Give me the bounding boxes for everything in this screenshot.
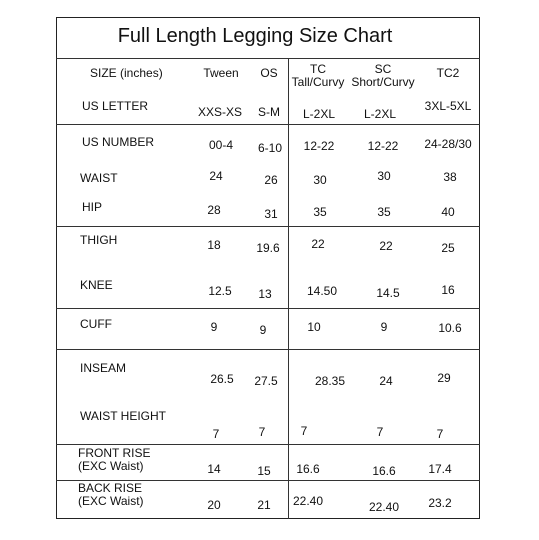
cell-value: 7 (258, 425, 266, 439)
cell-value: 35 (313, 205, 327, 219)
row-label-back-rise: BACK RISE (EXC Waist) (78, 481, 144, 508)
row-label-front-rise: FRONT RISE (EXC Waist) (78, 446, 151, 473)
row-label-knee: KNEE (80, 278, 113, 292)
cell-value: 7 (376, 425, 384, 439)
cell-value: 30 (313, 173, 327, 187)
cell-value: 23.2 (428, 496, 452, 510)
row-label-waist: WAIST (80, 171, 118, 185)
cell-value: S-M (258, 105, 280, 119)
row-label-cuff: CUFF (80, 317, 112, 331)
cell-value: 16.6 (296, 462, 320, 476)
cell-value: 12-22 (303, 139, 335, 153)
cell-value: 18 (207, 238, 221, 252)
cell-value: 27.5 (254, 374, 278, 388)
cell-value: 7 (436, 427, 444, 441)
column-divider (288, 58, 289, 519)
cell-value: 28 (207, 203, 221, 217)
cell-value: 14.5 (376, 286, 400, 300)
cell-value: 26.5 (210, 372, 234, 386)
cell-value: 22.40 (292, 494, 324, 508)
row-label-us-number: US NUMBER (82, 135, 155, 149)
cell-value: 38 (443, 170, 457, 184)
column-header-tc2: TC2 (436, 66, 460, 80)
column-header-sc: SC Short/Curvy (351, 62, 415, 89)
row-divider (56, 308, 480, 309)
cell-value: 21 (257, 498, 271, 512)
cell-value: 9 (259, 323, 267, 337)
cell-value: 24 (379, 374, 393, 388)
cell-value: 14.50 (306, 284, 338, 298)
cell-value: 24-28/30 (424, 137, 472, 151)
cell-value: 24 (209, 169, 223, 183)
cell-value: 12-22 (367, 139, 399, 153)
cell-value: 10.6 (438, 321, 462, 335)
cell-value: 16.6 (372, 464, 396, 478)
cell-value: 35 (377, 205, 391, 219)
cell-value: 10 (307, 320, 321, 334)
cell-value: 13 (258, 287, 272, 301)
cell-value: L-2XL (363, 107, 397, 121)
cell-value: 29 (437, 371, 451, 385)
cell-value: 22 (311, 237, 325, 251)
cell-value: 19.6 (256, 241, 280, 255)
chart-title: Full Length Legging Size Chart (117, 25, 393, 47)
cell-value: 22.40 (368, 500, 400, 514)
size-column-header: SIZE (inches) (90, 66, 163, 80)
cell-value: 3XL-5XL (424, 99, 472, 113)
column-header-tween: Tween (203, 66, 239, 80)
cell-value: 20 (207, 498, 221, 512)
row-label-us-letter: US LETTER (82, 99, 149, 113)
row-divider (56, 349, 480, 350)
cell-value: 17.4 (428, 462, 452, 476)
cell-value: 7 (212, 427, 220, 441)
cell-value: 14 (207, 462, 221, 476)
cell-value: 31 (264, 207, 278, 221)
cell-value: 40 (441, 205, 455, 219)
cell-value: L-2XL (302, 107, 336, 121)
cell-value: 26 (264, 173, 278, 187)
title-divider (56, 58, 480, 59)
cell-value: 12.5 (208, 284, 232, 298)
column-header-os: OS (260, 66, 278, 80)
cell-value: 22 (379, 239, 393, 253)
cell-value: 15 (257, 464, 271, 478)
row-label-thigh: THIGH (80, 233, 118, 247)
cell-value: 25 (441, 241, 455, 255)
cell-value: 16 (441, 283, 455, 297)
column-header-tc: TC Tall/Curvy (291, 62, 345, 89)
cell-value: 6-10 (257, 141, 283, 155)
row-label-inseam: INSEAM (80, 361, 127, 375)
cell-value: 28.35 (314, 374, 346, 388)
cell-value: 30 (377, 169, 391, 183)
cell-value: 9 (380, 320, 388, 334)
cell-value: 7 (300, 424, 308, 438)
row-divider (56, 124, 480, 125)
row-divider (56, 444, 480, 445)
cell-value: 00-4 (208, 138, 234, 152)
cell-value: 9 (210, 320, 218, 334)
row-label-hip: HIP (82, 200, 103, 214)
row-divider (56, 226, 480, 227)
cell-value: XXS-XS (197, 105, 242, 119)
row-label-waist-height: WAIST HEIGHT (80, 409, 167, 423)
